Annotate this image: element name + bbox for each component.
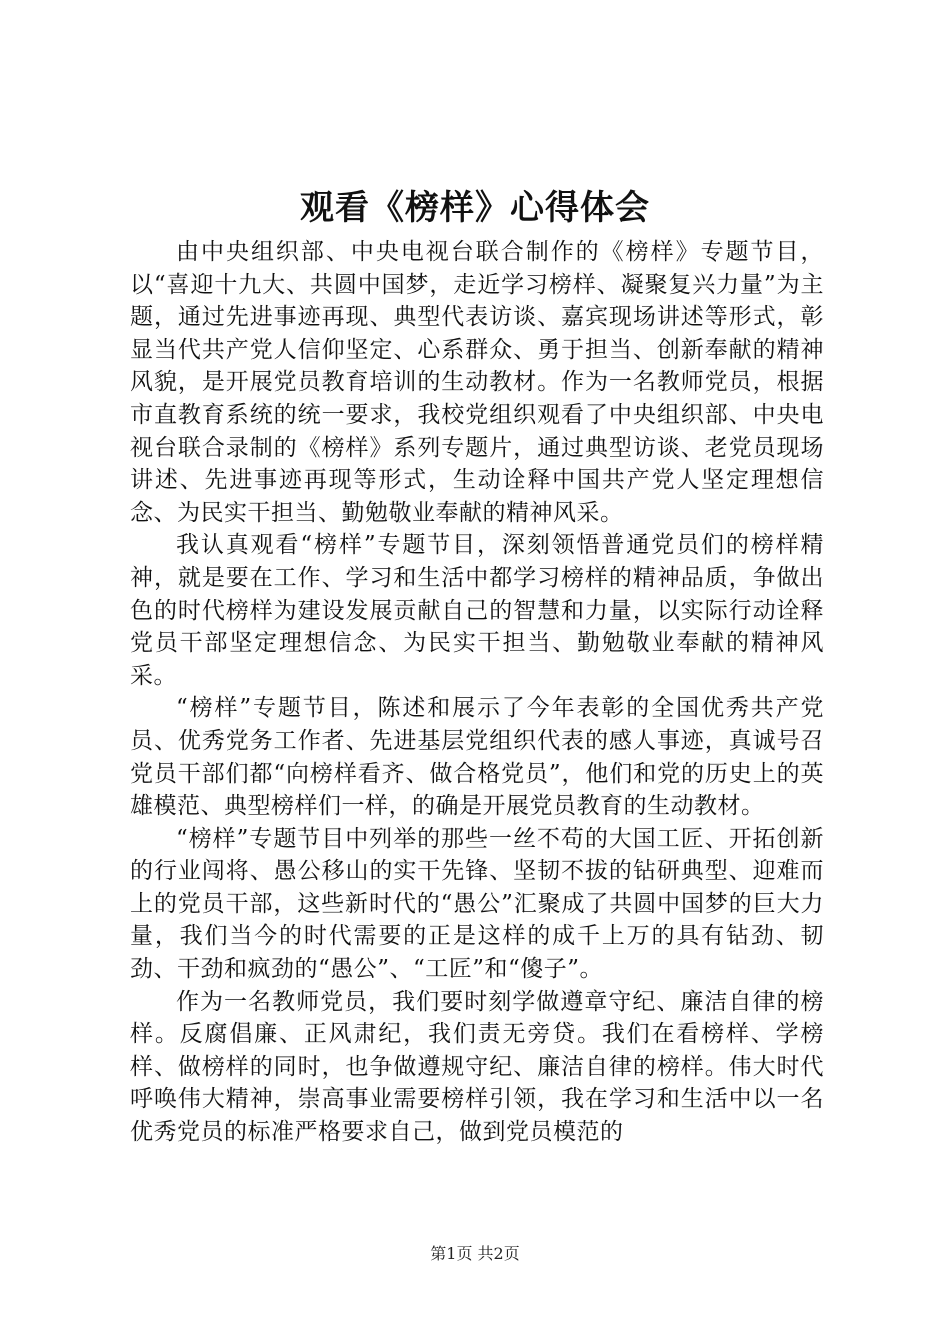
document-title: 观看《榜样》心得体会 <box>300 188 650 228</box>
paragraph: 我认真观看“榜样”专题节目，深刻领悟普通党员们的榜样精神，就是要在工作、学习和生活中都学习榜样的精神品质，争做出色的时代榜样为建设发展贡献自己的智慧和力量，以实际行动诠释党员干部坚定理想信念、为民实干担当、勤勉敬业奉献的精神风采。 <box>130 532 824 689</box>
document-body <box>130 236 824 1149</box>
paragraph: 由中央组织部、中央电视台联合制作的《榜样》专题节目，以“喜迎十九大、共圆中国梦，走近学习榜样、凝聚复兴力量”为主题，通过先进事迹再现、典型代表访谈、嘉宾现场讲述等形式，彰显当代共产党人信仰坚定、心系群众、勇于担当、创新奉献的精神风貌，是开展党员教育培训的生动教材。作为一名教师党员，根据市直教育系统的统一要求，我校党组织观看了中央组织部、中央电视台联合录制的《榜样》系列专题片，通过典型访谈、老党员现场讲述、先进事迹再现等形式，生动诠释中国共产党人坚定理想信念、为民实干担当、勤勉敬业奉献的精神风采。 <box>130 239 824 526</box>
page-footer: 第1页 共2页 <box>430 1244 520 1263</box>
paragraph: 作为一名教师党员，我们要时刻学做遵章守纪、廉洁自律的榜样。反腐倡廉、正风肃纪，我们责无旁贷。我们在看榜样、学榜样、做榜样的同时，也争做遵规守纪、廉洁自律的榜样。伟大时代呼唤伟大精神，崇高事业需要榜样引领，我在学习和生活中以一名优秀党员的标准严格要求自己，做到党员模范的 <box>130 988 824 1146</box>
paragraph: “榜样”专题节目中列举的那些一丝不苟的大国工匠、开拓创新的行业闯将、愚公移山的实干先锋、坚韧不拔的钻研典型、迎难而上的党员干部，这些新时代的“愚公”汇聚成了共圆中国梦的巨大力量，我们当今的时代需要的正是这样的成千上万的具有钻劲、韧劲、干劲和疯劲的“愚公”、“工匠”和“傻子”。 <box>130 825 824 983</box>
paragraph: “榜样”专题节目，陈述和展示了今年表彰的全国优秀共产党员、优秀党务工作者、先进基层党组织代表的感人事迹，真诚号召党员干部们都“向榜样看齐、做合格党员”，他们和党的历史上的英雄模范、典型榜样们一样，的确是开展党员教育的生动教材。 <box>130 695 824 820</box>
